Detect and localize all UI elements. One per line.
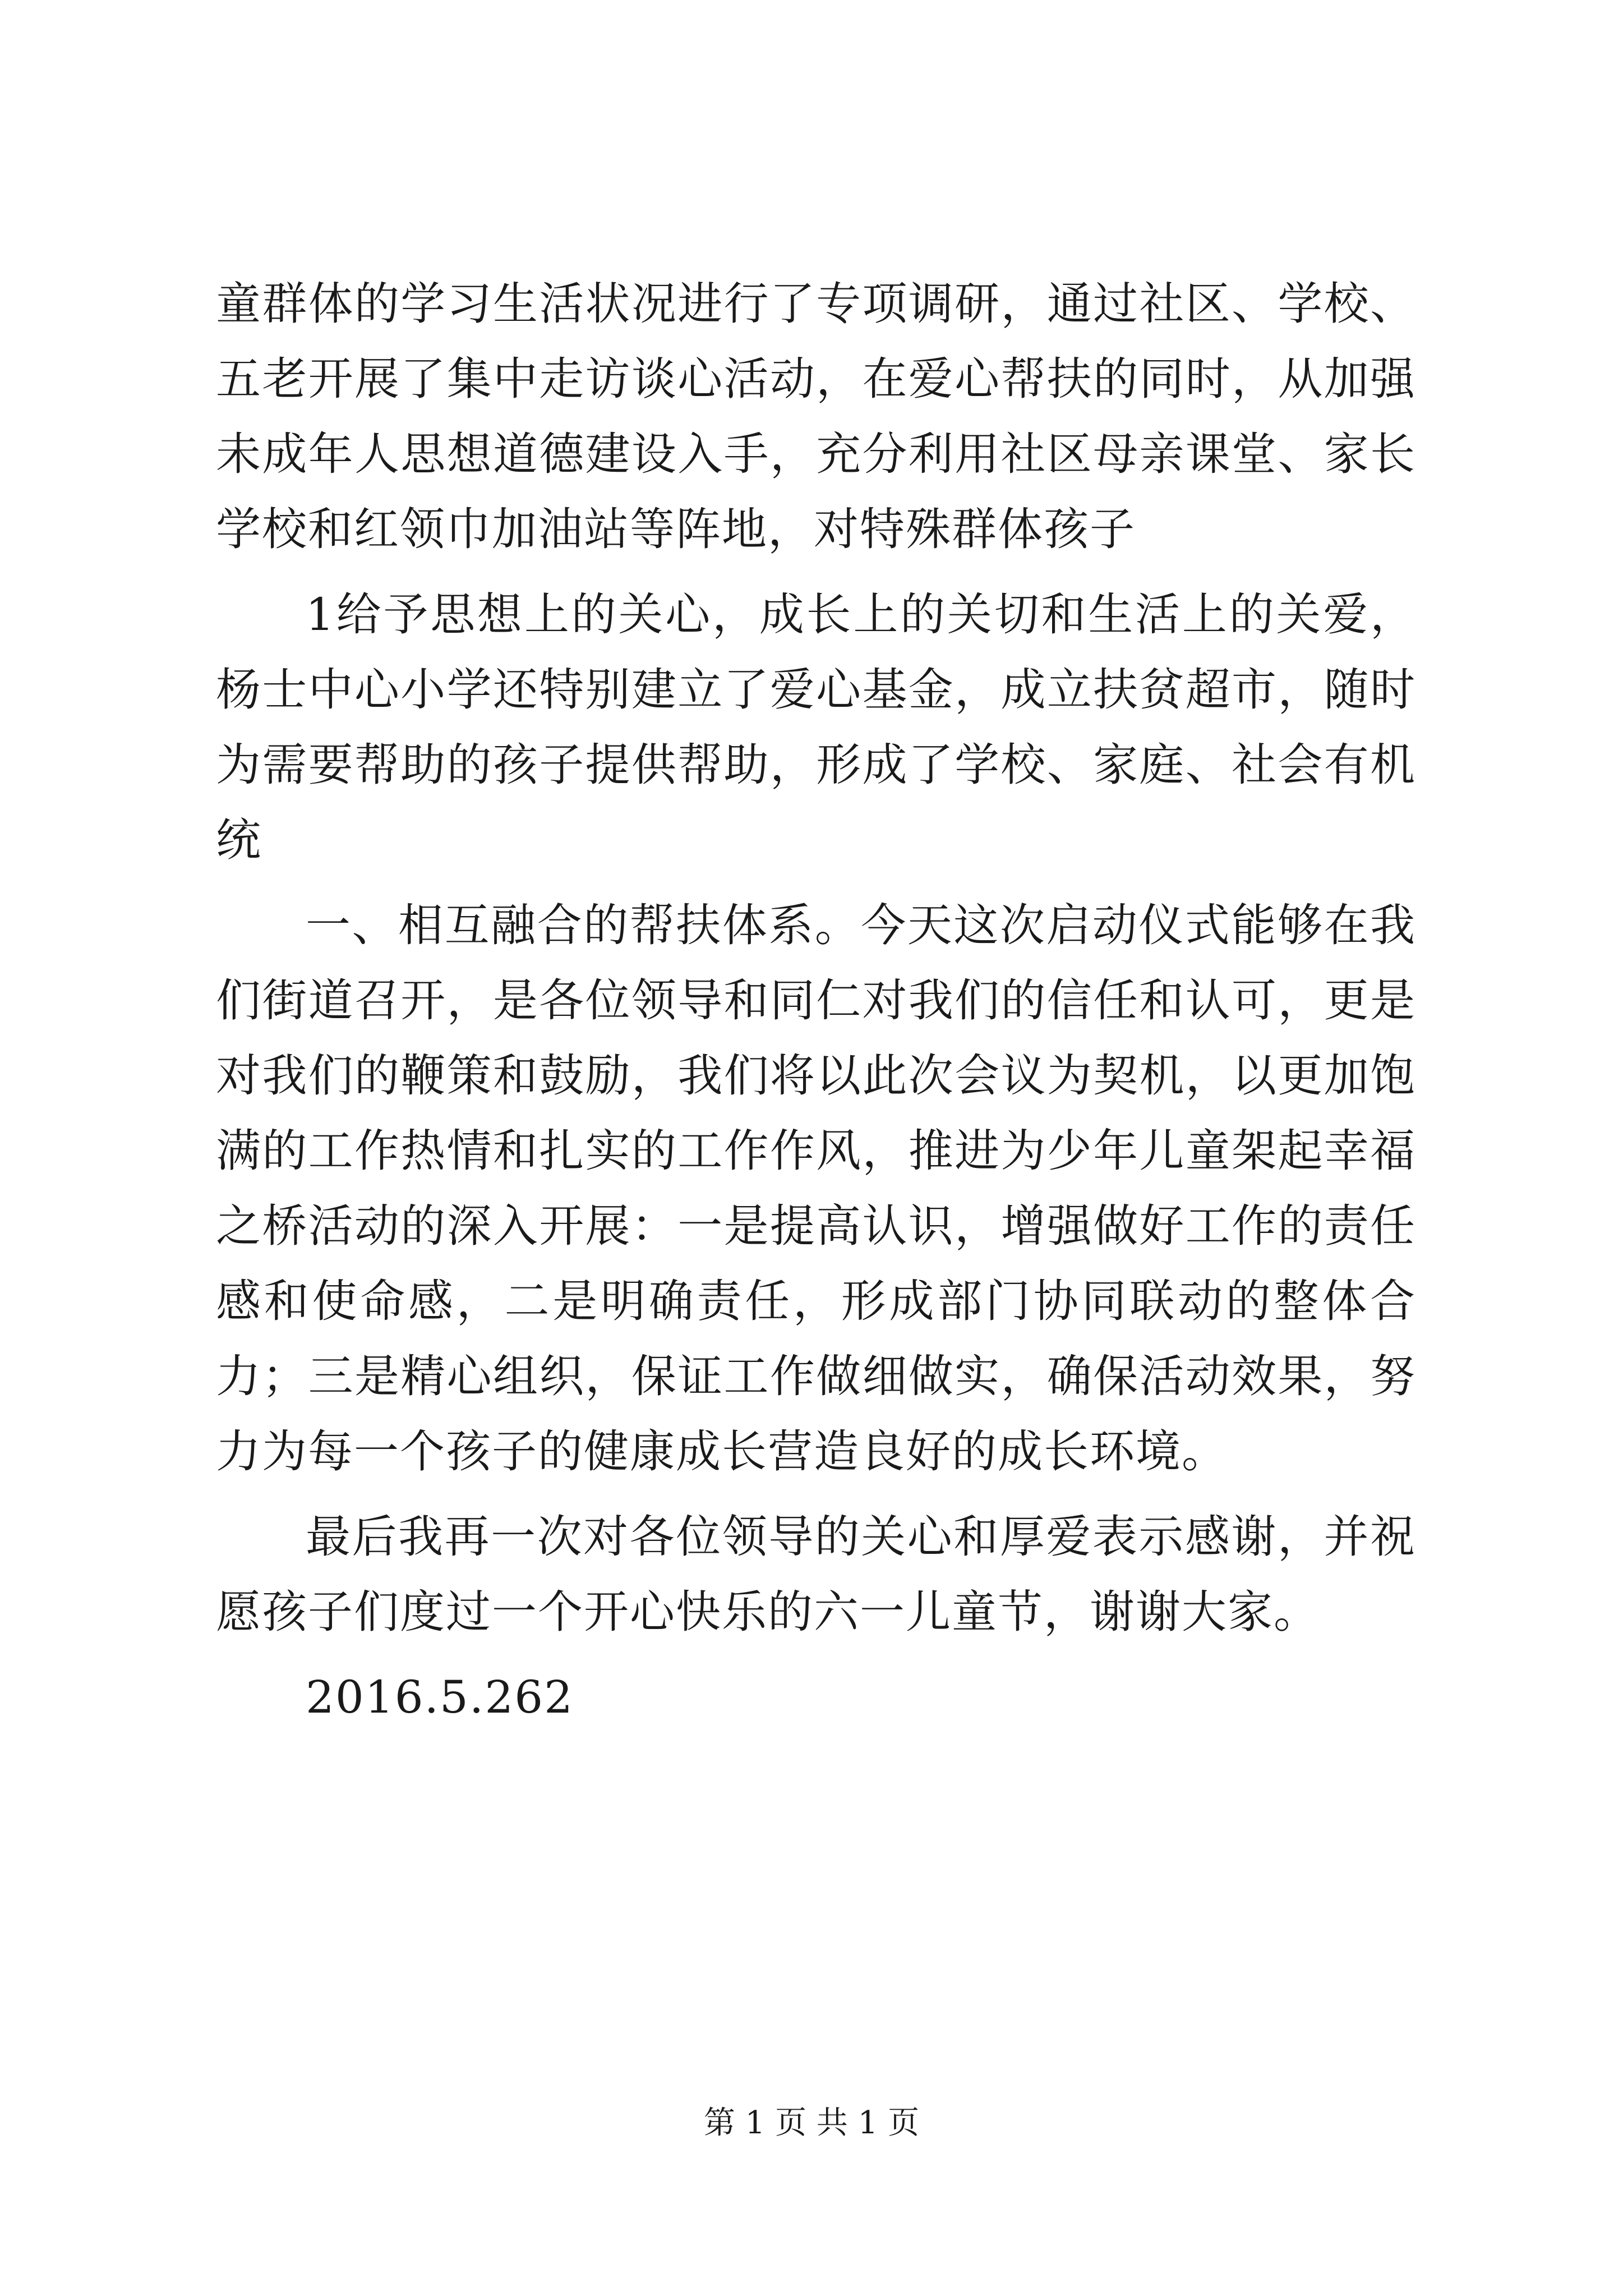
document-date: 2016.5.262 [306, 1671, 574, 1723]
page-number-footer: 第 1 页 共 1 页 [703, 2105, 920, 2141]
paragraph-3: 一、相互融合的帮扶体系。今天这次启动仪式能够在我们街道召开，是各位领导和同仁对我们的信任和认可，更是对我们的鞭策和鼓励，我们将以此次会议为契机，以更加饱满的工作热情和扎实的工作作风，推进为少年儿童架起幸福之桥活动的深入开展：一是提高认识，增强做好工作的责任感和使命感，二是明确责任，形成部门协同联动的整体合力；三是精心组织，保证工作做细做实，确保活动效果，努力为每一个孩子的健康成长营造良好的成长环境。 [216, 899, 1416, 1478]
paragraph-2: 1给予思想上的关心，成长上的关切和生活上的关爱，杨士中心小学还特别建立了爱心基金，成立扶贫超市，随时为需要帮助的孩子提供帮助，形成了学校、家庭、社会有机统 [216, 588, 1416, 866]
paragraph-4: 最后我再一次对各位领导的关心和厚爱表示感谢，并祝愿孩子们度过一个开心快乐的六一儿童节，谢谢大家。 [216, 1511, 1416, 1638]
paragraph-1: 童群体的学习生活状况进行了专项调研，通过社区、学校、五老开展了集中走访谈心活动，在爱心帮扶的同时，从加强未成年人思想道德建设入手，充分利用社区母亲课堂、家长学校和红领巾加油站等阵地，对特殊群体孩子 [216, 278, 1416, 555]
document-body [216, 266, 1416, 1735]
